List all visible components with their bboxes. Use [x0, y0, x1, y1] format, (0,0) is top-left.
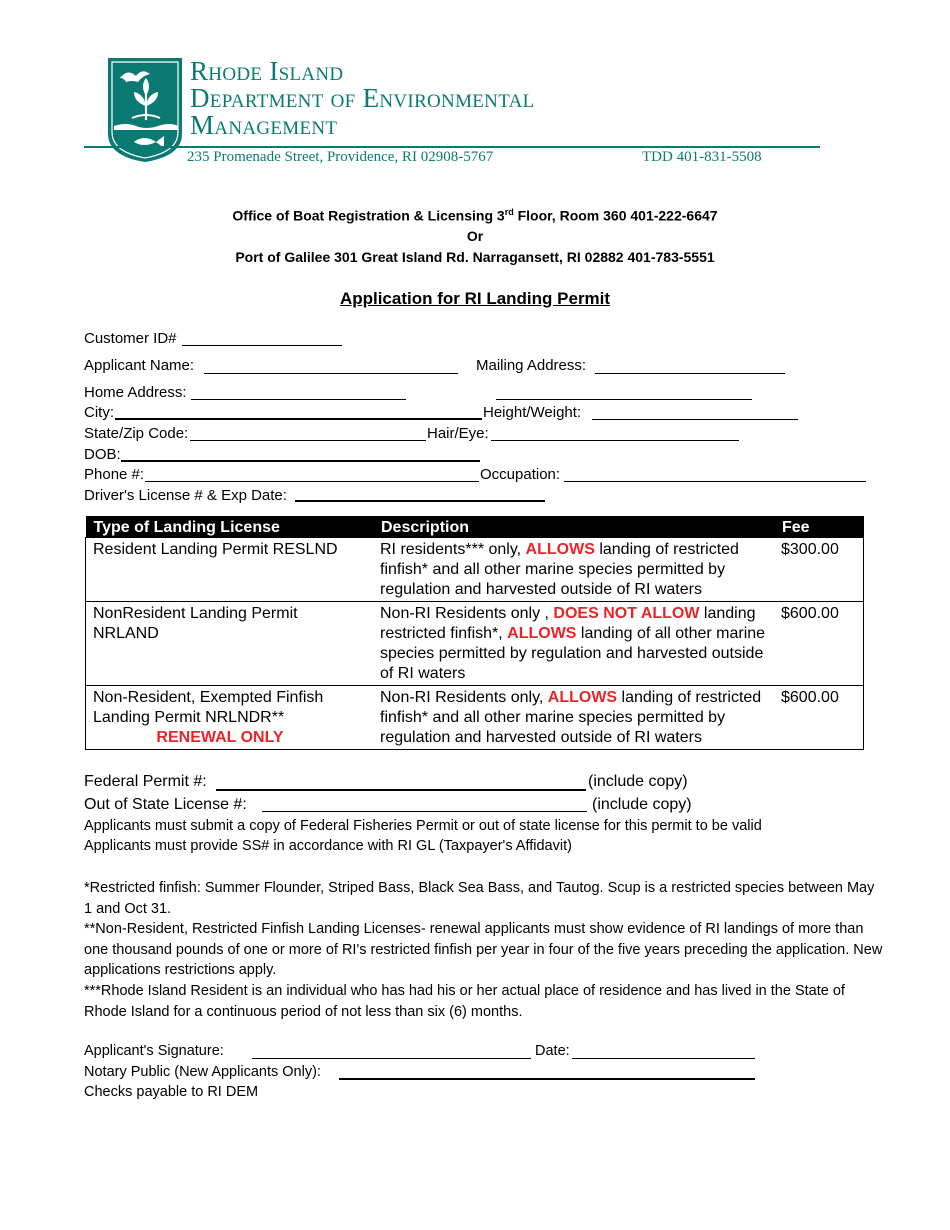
mailing-address-field-line2[interactable] — [496, 399, 752, 400]
date-field[interactable] — [572, 1058, 755, 1059]
state-zip-field[interactable] — [190, 440, 426, 441]
landing-license-table — [85, 516, 864, 750]
port-line: Port of Galilee 301 Great Island Rd. Narragansett, RI 02882 401-783-5551 — [235, 249, 715, 265]
dob-field[interactable] — [121, 460, 480, 462]
customer-id-label: Customer ID# — [84, 330, 177, 347]
height-weight-field[interactable] — [592, 419, 798, 420]
out-of-state-field[interactable] — [262, 811, 587, 812]
applicant-signature-label: Applicant's Signature: — [84, 1043, 224, 1059]
license-description-cell: Non-RI Residents only , DOES NOT ALLOW landing restricted finfish*, ALLOWS landing of all other marine species permitted by regulation and harvested outside of RI waters — [380, 605, 766, 682]
permit-note-2: Applicants must provide SS# in accordance with RI GL (Taxpayer's Affidavit) — [84, 838, 572, 854]
footnote-restricted-finfish: *Restricted finfish: Summer Flounder, Striped Bass, Black Sea Bass, and Tautog. Scup is a restricted species between May 1 and Oct 31. — [84, 880, 875, 917]
dem-name-line-1: Rhode Island — [190, 56, 344, 86]
applicant-name-label: Applicant Name: — [84, 357, 195, 374]
dem-tdd: TDD 401-831-5508 — [642, 149, 762, 165]
phone-label: Phone #: — [84, 466, 145, 483]
license-type-cell: Non-Resident, Exempted Finfish Landing Permit NRLNDR** RENEWAL ONLY — [86, 686, 374, 750]
drivers-license-label: Driver's License # & Exp Date: — [84, 487, 287, 504]
license-fee-cell: $300.00 — [781, 541, 839, 558]
renewal-only-note: RENEWAL ONLY — [156, 729, 284, 746]
height-weight-label: Height/Weight: — [483, 404, 582, 421]
table-row — [86, 602, 864, 686]
notary-label: Notary Public (New Applicants Only): — [84, 1064, 321, 1080]
city-field[interactable] — [115, 418, 482, 420]
license-description-cell: Non-RI Residents only, ALLOWS landing of restricted finfish* and all other marine species permitted by regulation and harvested outside of RI waters — [380, 689, 762, 746]
footnote-resident-definition: ***Rhode Island Resident is an individual who has had his or her actual place of residence and has lived in the State of Rhode Island for a continuous period of not less than six (6) months. — [84, 983, 845, 1020]
license-description-cell: RI residents*** only, ALLOWS landing of restricted finfish* and all other marine species permitted by regulation and harvested outside of RI waters — [380, 541, 739, 598]
federal-permit-label: Federal Permit #: — [84, 773, 207, 790]
dem-name-line-3: Management — [190, 110, 338, 140]
applicant-signature-field[interactable] — [252, 1058, 531, 1059]
city-label: City: — [84, 404, 114, 421]
out-of-state-label: Out of State License #: — [84, 796, 247, 813]
license-fee-cell: $600.00 — [781, 605, 839, 622]
phone-field[interactable] — [145, 481, 479, 482]
mailing-address-field[interactable] — [595, 373, 785, 374]
drivers-license-field[interactable] — [295, 500, 545, 502]
col-header-description: Description — [373, 516, 774, 538]
license-type-cell: Resident Landing Permit RESLND — [93, 541, 338, 558]
permit-note-1: Applicants must submit a copy of Federal Fisheries Permit or out of state license for this permit to be valid — [84, 818, 762, 834]
federal-permit-field[interactable] — [216, 789, 586, 791]
dob-label: DOB: — [84, 446, 121, 463]
customer-id-field[interactable] — [182, 345, 342, 346]
dem-name-line-2: Department of Environmental — [190, 83, 535, 113]
dem-address: 235 Promenade Street, Providence, RI 02908-5767 — [187, 149, 494, 165]
table-row — [86, 686, 864, 750]
hair-eye-field[interactable] — [491, 440, 739, 441]
footnote-nonresident-renewal: **Non-Resident, Restricted Finfish Landing Licenses- renewal applicants must show evidence of RI landings of more than one thousand pounds of one or more of RI's restricted finfish per year in four of the five years preceding the application. New applications restrictions apply. — [84, 921, 883, 979]
table-row — [86, 538, 864, 602]
occupation-field[interactable] — [564, 481, 866, 482]
date-label: Date: — [535, 1043, 570, 1059]
out-of-state-include-copy: (include copy) — [592, 796, 692, 813]
applicant-name-field[interactable] — [204, 373, 458, 374]
home-address-field[interactable] — [191, 399, 406, 400]
letterhead-rule — [84, 146, 820, 148]
license-fee-cell: $600.00 — [781, 689, 839, 706]
checks-payable-note: Checks payable to RI DEM — [84, 1084, 259, 1100]
office-line: Office of Boat Registration & Licensing 3rd Floor, Room 360 401-222-6647 — [232, 207, 718, 224]
notary-field[interactable] — [339, 1078, 755, 1080]
mailing-address-label: Mailing Address: — [476, 357, 587, 374]
col-header-fee: Fee — [774, 516, 864, 538]
home-address-label: Home Address: — [84, 384, 187, 401]
occupation-label: Occupation: — [480, 466, 561, 483]
table-header-row — [86, 516, 864, 538]
hair-eye-label: Hair/Eye: — [427, 425, 489, 442]
or-line: Or — [466, 228, 484, 244]
col-header-type: Type of Landing License — [86, 516, 374, 538]
license-type-cell: NonResident Landing Permit NRLAND — [93, 605, 298, 642]
form-title: Application for RI Landing Permit — [339, 289, 611, 308]
federal-include-copy: (include copy) — [588, 773, 688, 790]
state-zip-label: State/Zip Code: — [84, 425, 189, 442]
